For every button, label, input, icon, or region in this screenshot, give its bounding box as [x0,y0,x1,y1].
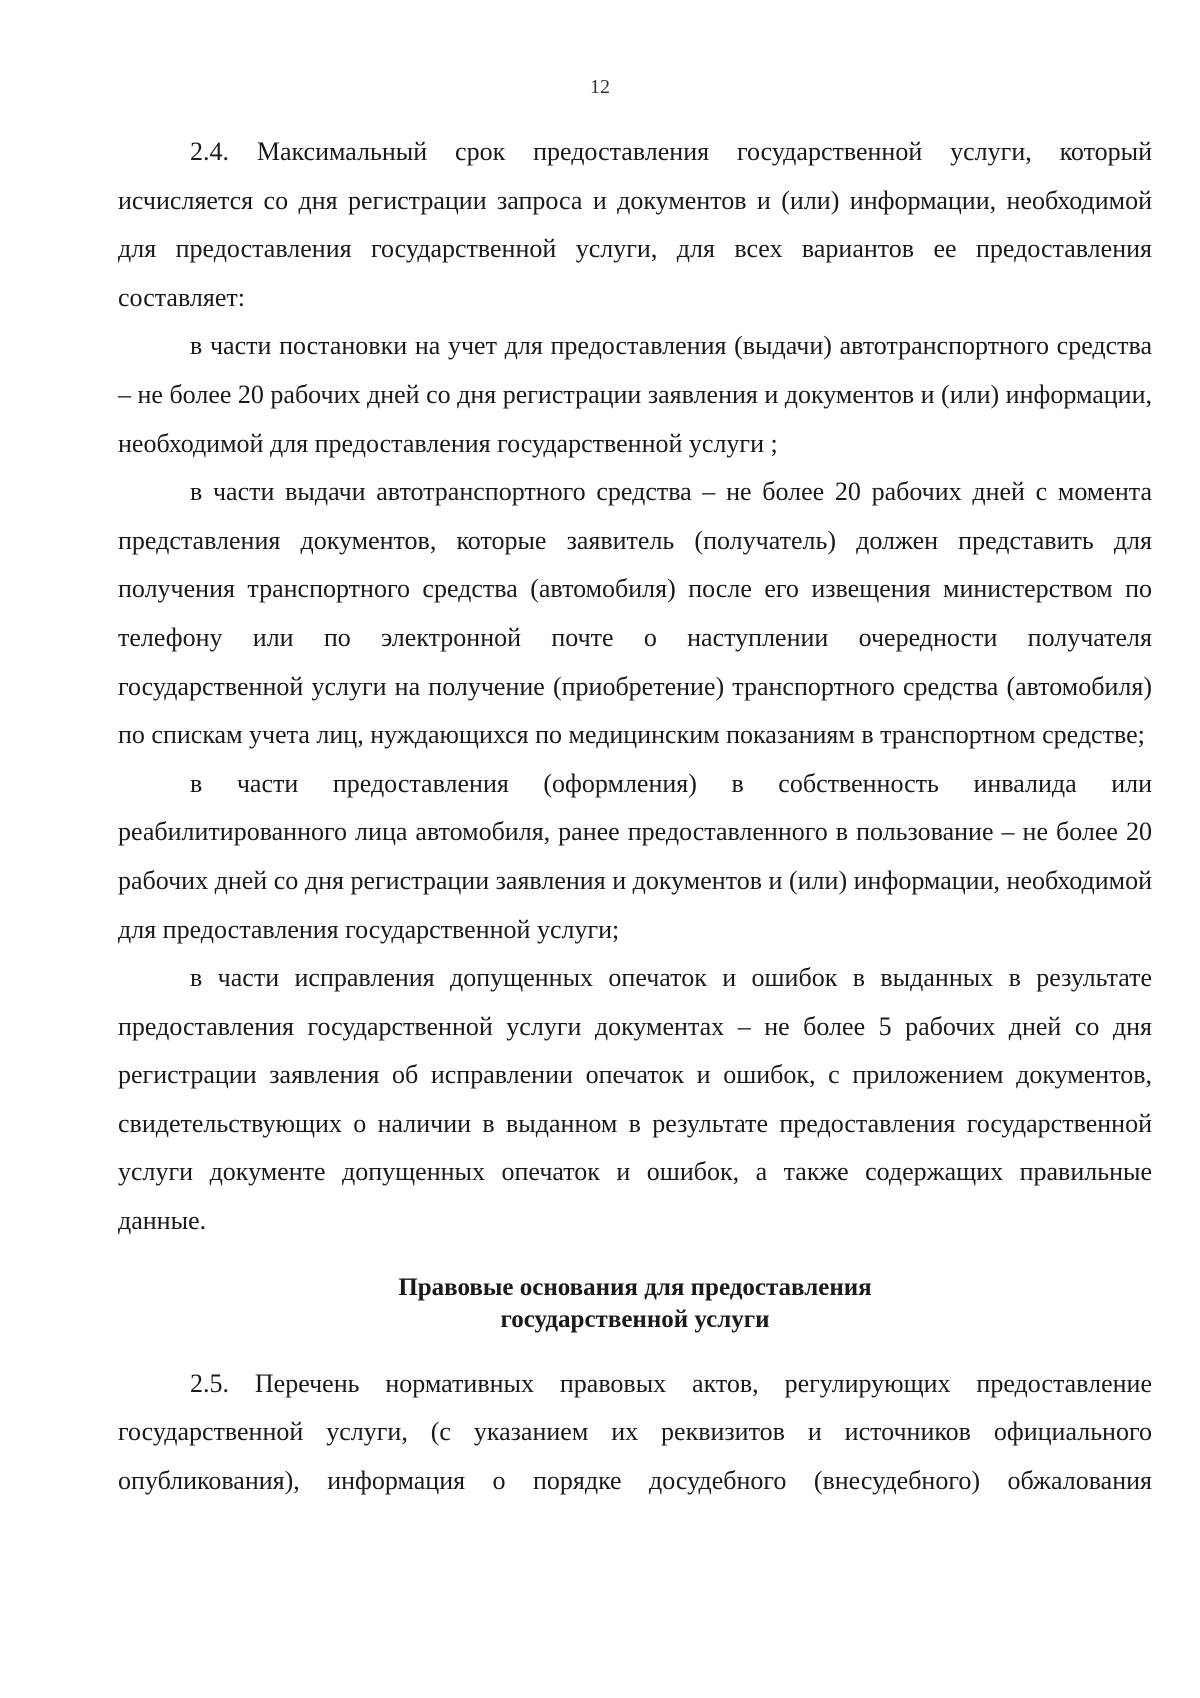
paragraph-corrections-term: в части исправления допущенных опечаток и ошибок в выданных в результате предоставления государственной услуги документах – не более 5 рабочих дней со дня регистрации заявления об исправлении опечаток и ошибок, с приложением документов, свидетельствующих о наличии в выданном в результате предоставления государственной услуги документе допущенных опечаток и ошибок, а также содержащих правильные данные. [118,963,1152,1236]
paragraph-2-5: 2.5. Перечень нормативных правовых актов, регулирующих предоставление государственной услуги, (с указанием их реквизитов и источников официального опубликования), информация о порядке досудебного (внесудебного) обжалования [118,1368,1152,1495]
section-heading-line-2: государственной услуги [500,1305,770,1333]
section-heading [118,1272,1152,1336]
page-number: 12 [590,76,610,98]
paragraph-registration-term: в части постановки на учет для предоставления (выдачи) автотранспортного средства – не более 20 рабочих дней со дня регистрации заявления и документов и (или) информации, необходимой для предоставления государственной услуги ; [118,331,1152,458]
section-heading-line-1: Правовые основания для предоставления [398,1273,872,1301]
paragraph-issuance-term: в части выдачи автотранспортного средства – не более 20 рабочих дней с момента представления документов, которые заявитель (получатель) должен представить для получения транспортного средства (автомобиля) после его извещения министерством по телефону или по электронной почте о наступлении очередности получателя государственной услуги на получение (приобретение) транспортного средства (автомобиля) по спискам учета лиц, нуждающихся по медицинским показаниям в транспортном средстве; [118,477,1152,750]
paragraph-ownership-term: в части предоставления (оформления) в собственность инвалида или реабилитированного лица автомобиля, ранее предоставленного в пользование – не более 20 рабочих дней со дня регистрации заявления и документов и (или) информации, необходимой для предоставления государственной услуги; [118,768,1152,944]
document-body [118,128,1152,1505]
paragraph-2-4: 2.4. Максимальный срок предоставления государственной услуги, который исчисляется со дня регистрации запроса и документов и (или) информации, необходимой для предоставления государственной услуги, для всех вариантов ее предоставления составляет: [118,137,1152,312]
